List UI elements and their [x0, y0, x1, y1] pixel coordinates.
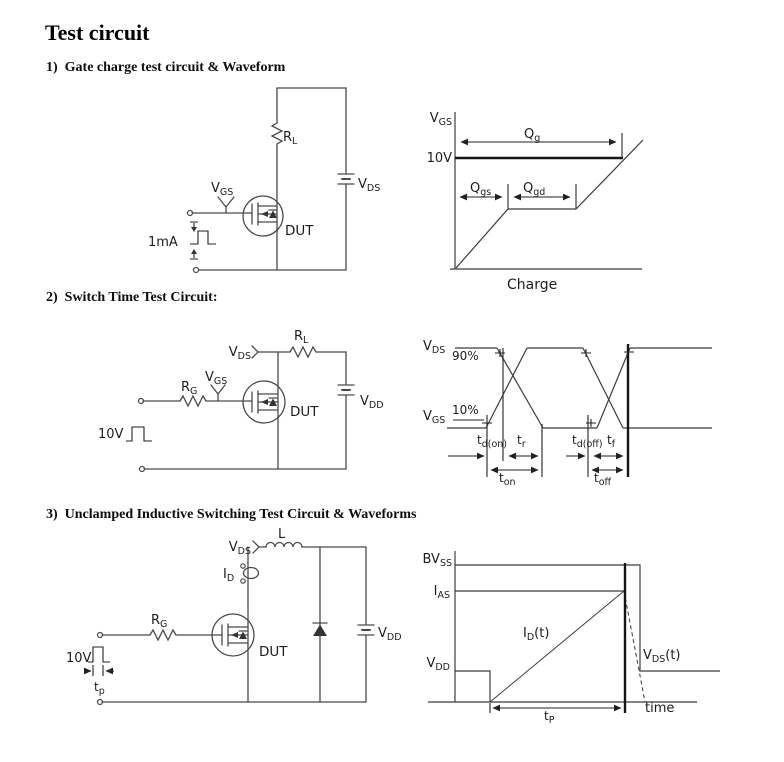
- switch-time-waveform: [423, 339, 712, 488]
- label-rg: $R_G$: [181, 380, 198, 397]
- switching-edges-trace: [486, 348, 630, 428]
- label-1ma: 1mA: [148, 235, 178, 250]
- label-rg: $R_G$: [151, 613, 168, 630]
- battery-vdd-icon: [358, 625, 374, 635]
- inductor-l-icon: [266, 543, 302, 548]
- probe-angle-icon: [252, 346, 258, 358]
- timing-guide-lines: [487, 348, 588, 477]
- current-source-icon: [190, 222, 216, 259]
- terminal-icon: [194, 268, 199, 273]
- label-dut: DUT: [259, 644, 288, 660]
- label-rl: $R_L$: [294, 329, 309, 346]
- label-ias: $I_{AS}$: [433, 584, 450, 601]
- label-ton: $t_{on}$: [499, 471, 516, 488]
- label-vds: $V_{DS}$: [423, 339, 446, 356]
- label-vdd-supply: $V_{DD}$: [378, 626, 402, 643]
- label-vgs-probe: $V_{GS}$: [211, 181, 234, 198]
- gate-charge-waveform: [427, 111, 643, 293]
- label-rl: $R_L$: [283, 130, 298, 147]
- section-2-heading: 2) Switch Time Test Circuit:: [46, 290, 218, 305]
- label-tr: $t_r$: [517, 433, 526, 450]
- label-tdoff: $t_{d(off)}$: [572, 433, 603, 450]
- vdd-step-trace: [455, 671, 490, 702]
- label-bvss: $BV_{SS}$: [422, 552, 452, 569]
- label-tf: $t_f$: [607, 433, 616, 450]
- label-id: $I_D$: [223, 567, 235, 584]
- uis-circuit: [66, 527, 402, 705]
- label-qgs: $Q_{gs}$: [470, 181, 492, 198]
- battery-vds-icon: [338, 174, 354, 184]
- section-3-heading: 3) Unclamped Inductive Switching Test Circuit & Waveforms: [46, 507, 417, 522]
- label-qg: $Q_g$: [524, 127, 541, 144]
- label-tdon: $t_{d(on)}$: [477, 433, 507, 450]
- id-fall-trace: [624, 591, 645, 702]
- label-id-t: $I_D(t)$: [523, 626, 550, 643]
- gate-probe-vgs-icon: [211, 385, 225, 401]
- uis-waveform: [423, 551, 720, 726]
- label-vgs-probe: $V_{GS}$: [205, 370, 228, 387]
- axis-label-vgs: $V_{GS}$: [429, 111, 452, 128]
- gate-probe-vgs-icon: [218, 197, 234, 213]
- battery-vdd-icon: [338, 385, 354, 395]
- label-qgd: $Q_{gd}$: [523, 181, 546, 198]
- resistor-rl-icon: [290, 347, 316, 357]
- label-vds-probe: $V_{DS}$: [228, 345, 251, 362]
- label-vds-probe: $V_{DS}$: [228, 540, 251, 557]
- label-inductor: L: [278, 527, 286, 542]
- label-dut: DUT: [285, 223, 314, 239]
- tick-marks: [508, 133, 622, 209]
- label-10v: 10V: [426, 151, 452, 166]
- resistor-rg-icon: [150, 630, 176, 640]
- label-10v-pulse: 10V: [98, 427, 124, 442]
- label-dut: DUT: [290, 404, 319, 420]
- label-vds-supply: $V_{DS}$: [358, 177, 381, 194]
- label-vdd: $V_{DD}$: [426, 656, 450, 673]
- resistor-rl-icon: [272, 123, 282, 148]
- label-vdd-supply: $V_{DD}$: [360, 394, 384, 411]
- label-vds-t: $V_{DS}(t)$: [643, 648, 681, 665]
- probe-angle-icon: [253, 541, 259, 553]
- id-ramp-trace: [490, 591, 624, 702]
- gate-charge-circuit: [148, 88, 380, 273]
- label-10v-pulse: 10V: [66, 651, 92, 666]
- mosfet-dut-icon: [243, 381, 285, 423]
- label-90pct: 90%: [452, 349, 479, 363]
- axes: [428, 551, 697, 702]
- label-tp: $t_P$: [544, 709, 555, 726]
- resistor-rg-icon: [180, 396, 206, 406]
- label-vgs: $V_{GS}$: [423, 409, 446, 426]
- pulse-icon: [126, 427, 152, 441]
- label-tp-pulse-width: $t_p$: [94, 680, 105, 697]
- current-probe-id-icon: [241, 564, 259, 583]
- axis-label-charge: Charge: [507, 277, 558, 293]
- label-toff: $t_{off}$: [594, 471, 612, 488]
- axis-label-time: time: [645, 701, 675, 716]
- label-10pct: 10%: [452, 403, 479, 417]
- switch-time-circuit: [98, 329, 384, 472]
- diode-icon: [313, 623, 327, 636]
- page-title: Test circuit: [45, 20, 150, 45]
- section-1-heading: 1) Gate charge test circuit & Waveform: [46, 60, 286, 75]
